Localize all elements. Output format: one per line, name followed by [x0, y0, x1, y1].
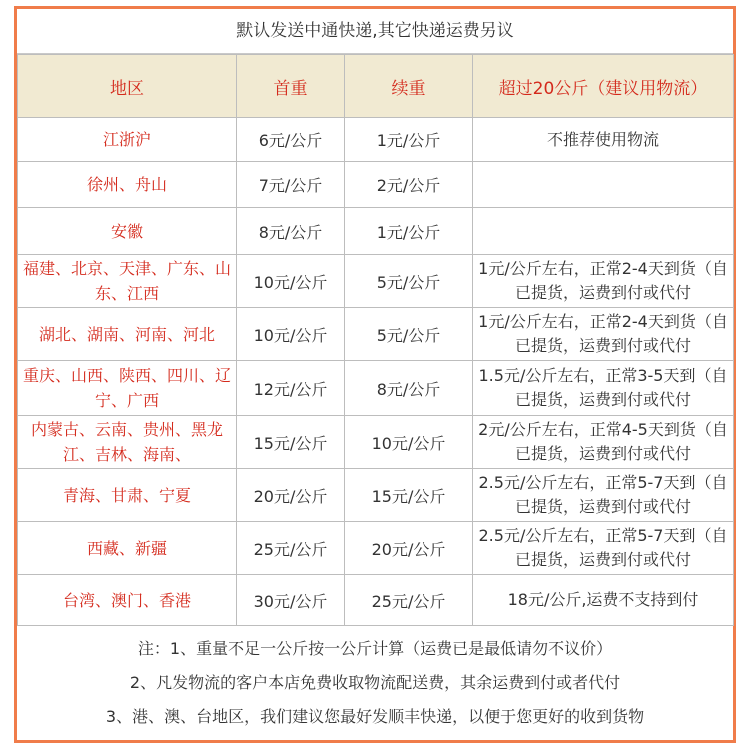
table-row — [18, 575, 734, 626]
region-cell: 湖北、湖南、河南、河北 — [18, 308, 237, 361]
logistics-note-cell: 2元/公斤左右，正常4-5天到货（自已提货，运费到付或代付 — [473, 416, 734, 469]
header-first-weight: 首重 — [237, 55, 345, 118]
region-cell: 台湾、澳门、香港 — [18, 575, 237, 626]
region-cell: 福建、北京、天津、广东、山东、江西 — [18, 255, 237, 308]
region-cell: 重庆、山西、陕西、四川、辽宁、广西 — [18, 361, 237, 416]
logistics-note-cell: 1.5元/公斤左右，正常3-5天到（自已提货，运费到付或代付 — [473, 361, 734, 416]
footnote-3: 3、港、澳、台地区，我们建议您最好发顺丰快递，以便于您更好的收到货物 — [105, 707, 645, 726]
logistics-note-cell — [473, 208, 734, 255]
first-weight-cell: 15元/公斤 — [237, 416, 345, 469]
first-weight-cell: 12元/公斤 — [237, 361, 345, 416]
logistics-note-cell: 2.5元/公斤左右，正常5-7天到（自已提货，运费到付或代付 — [473, 469, 734, 522]
footnote-2: 2、凡发物流的客户本店免费收取物流配送费，其余运费到付或者代付 — [129, 673, 621, 692]
region-cell: 西藏、新疆 — [18, 522, 237, 575]
logistics-note-cell: 18元/公斤,运费不支持到付 — [473, 575, 734, 626]
logistics-note-cell — [473, 162, 734, 208]
footnotes — [17, 626, 733, 734]
table-row — [18, 469, 734, 522]
header-additional-weight: 续重 — [345, 55, 473, 118]
header-over-20kg: 超过20公斤（建议用物流） — [473, 55, 734, 118]
region-cell: 江浙沪 — [18, 118, 237, 162]
first-weight-cell: 30元/公斤 — [237, 575, 345, 626]
logistics-note-cell: 不推荐使用物流 — [473, 118, 734, 162]
header-region: 地区 — [18, 55, 237, 118]
footnote-1: 注：1、重量不足一公斤按一公斤计算（运费已是最低请勿不议价） — [137, 639, 613, 658]
table-row — [18, 255, 734, 308]
table-row — [18, 416, 734, 469]
first-weight-cell: 6元/公斤 — [237, 118, 345, 162]
additional-weight-cell: 10元/公斤 — [345, 416, 473, 469]
additional-weight-cell: 1元/公斤 — [345, 208, 473, 255]
additional-weight-cell: 1元/公斤 — [345, 118, 473, 162]
first-weight-cell: 25元/公斤 — [237, 522, 345, 575]
additional-weight-cell: 5元/公斤 — [345, 308, 473, 361]
region-cell: 徐州、舟山 — [18, 162, 237, 208]
table-row — [18, 361, 734, 416]
table-row — [18, 162, 734, 208]
shipping-rate-card — [14, 6, 736, 743]
card-title: 默认发送中通快递,其它快递运费另议 — [17, 9, 733, 54]
region-cell: 内蒙古、云南、贵州、黑龙江、吉林、海南、 — [18, 416, 237, 469]
logistics-note-cell: 2.5元/公斤左右，正常5-7天到（自已提货，运费到付或代付 — [473, 522, 734, 575]
logistics-note-cell: 1元/公斤左右，正常2-4天到货（自已提货，运费到付或代付 — [473, 255, 734, 308]
table-row — [18, 308, 734, 361]
additional-weight-cell: 8元/公斤 — [345, 361, 473, 416]
first-weight-cell: 8元/公斤 — [237, 208, 345, 255]
additional-weight-cell: 2元/公斤 — [345, 162, 473, 208]
additional-weight-cell: 20元/公斤 — [345, 522, 473, 575]
region-cell: 安徽 — [18, 208, 237, 255]
table-row — [18, 208, 734, 255]
table-header-row — [18, 55, 734, 118]
table-row — [18, 522, 734, 575]
first-weight-cell: 10元/公斤 — [237, 255, 345, 308]
first-weight-cell: 7元/公斤 — [237, 162, 345, 208]
table-row — [18, 118, 734, 162]
rate-table — [17, 54, 734, 626]
additional-weight-cell: 25元/公斤 — [345, 575, 473, 626]
first-weight-cell: 20元/公斤 — [237, 469, 345, 522]
additional-weight-cell: 15元/公斤 — [345, 469, 473, 522]
first-weight-cell: 10元/公斤 — [237, 308, 345, 361]
additional-weight-cell: 5元/公斤 — [345, 255, 473, 308]
logistics-note-cell: 1元/公斤左右，正常2-4天到货（自已提货，运费到付或代付 — [473, 308, 734, 361]
region-cell: 青海、甘肃、宁夏 — [18, 469, 237, 522]
